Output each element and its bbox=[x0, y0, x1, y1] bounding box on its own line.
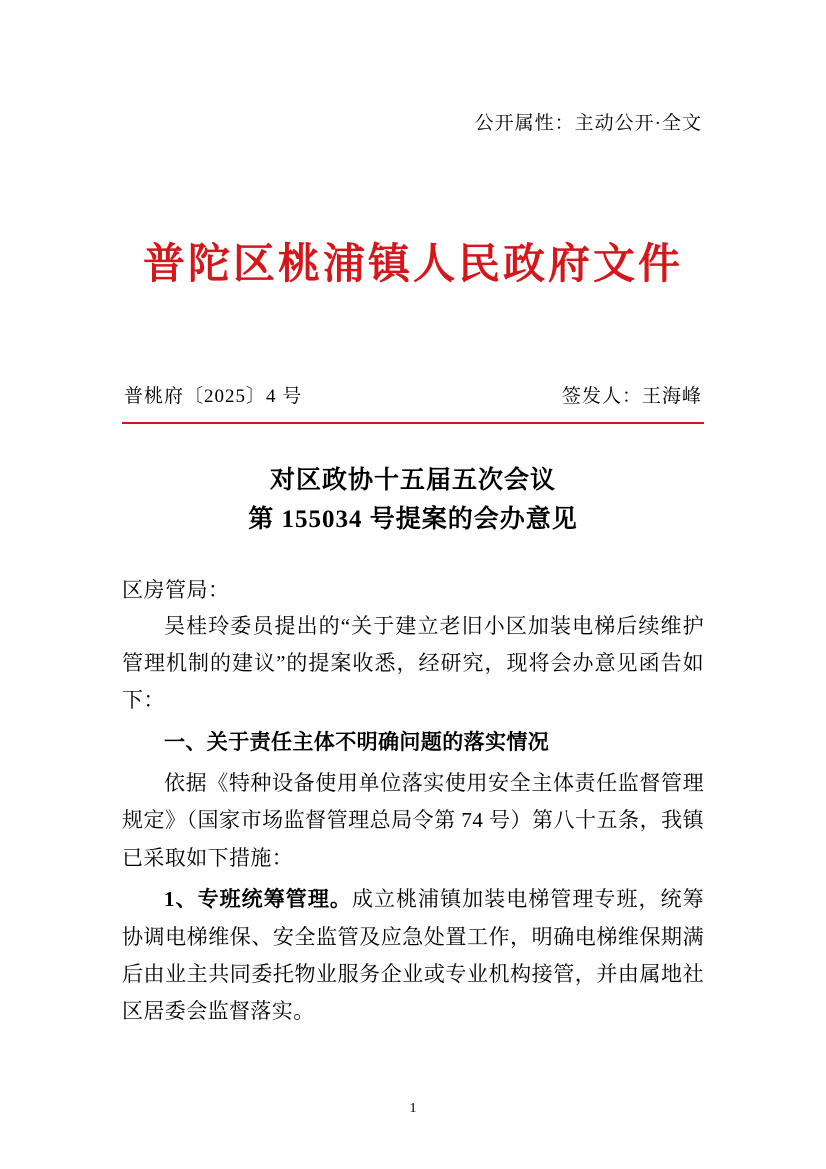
recipient-line: 区房管局： bbox=[122, 577, 230, 602]
body-list-item-1 bbox=[122, 881, 704, 1031]
document-meta-row bbox=[122, 381, 704, 408]
red-divider bbox=[122, 422, 704, 424]
body-paragraph-2: 依据《特种设备使用单位落实使用安全主体责任监督管理规定》（国家市场监督管理总局令第 74 号）第八十五条，我镇已采取如下措施： bbox=[122, 771, 704, 870]
issuer-name: 签发人：王海峰 bbox=[561, 386, 702, 407]
disclosure-attribute: 公开属性：主动公开·全文 bbox=[474, 113, 702, 134]
document-subject bbox=[122, 462, 704, 540]
subject-line-2: 第 155034 号提案的会办意见 bbox=[248, 505, 578, 533]
body-section-heading-1: 一、关于责任主体不明确问题的落实情况 bbox=[164, 729, 550, 754]
body-paragraph-1: 吴桂玲委员提出的“关于建立老旧小区加装电梯后续维护管理机制的建议”的提案收悉，经研究，现将会办意见函告如下： bbox=[122, 613, 704, 713]
document-title: 普陀区桃浦镇人民政府文件 bbox=[142, 242, 683, 288]
page-number: 1 bbox=[409, 1101, 417, 1116]
subject-line-1: 对区政协十五届五次会议 bbox=[269, 467, 556, 494]
body-list-item-1-text: 成立桃浦镇加装电梯管理专班，统筹协调电梯维保、安全监管及应急处置工作，明确电梯维保期满后由业主共同委托物业服务企业或专业机构接管，并由属地社区居委会监督落实。 bbox=[122, 887, 704, 1024]
document-number: 普桃府〔2025〕4 号 bbox=[124, 386, 303, 407]
body-list-item-1-lead: 1、专班统筹管理。 bbox=[164, 887, 352, 912]
